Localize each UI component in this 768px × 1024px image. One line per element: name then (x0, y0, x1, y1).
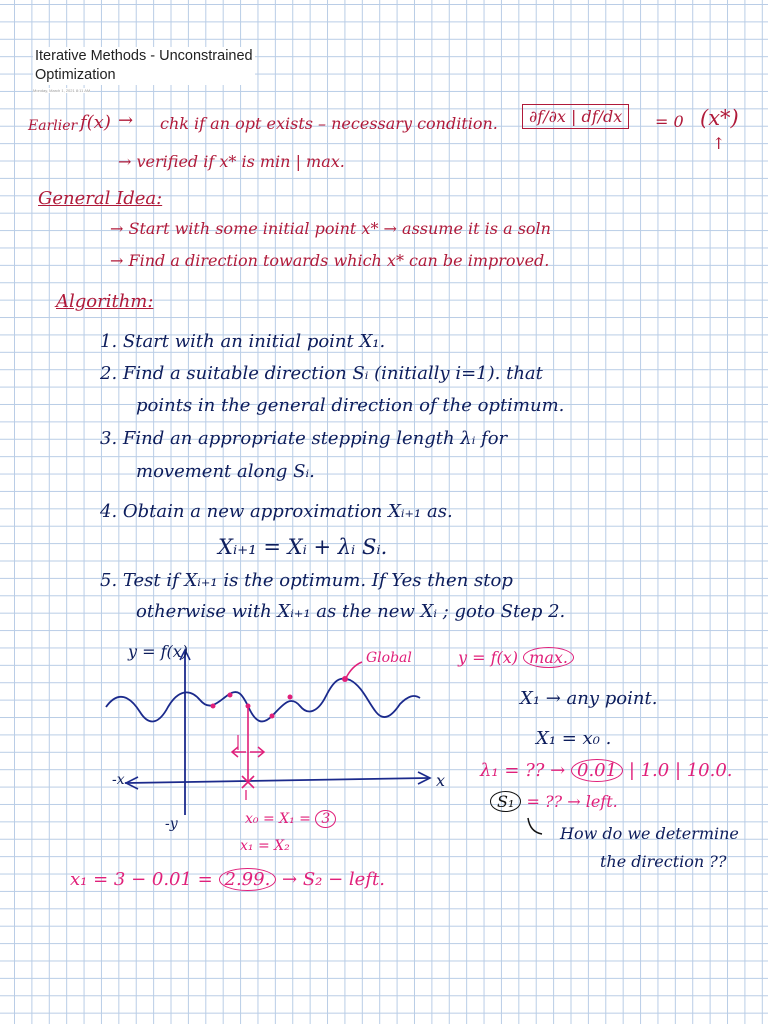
total-derivative: df/dx (581, 107, 623, 126)
sketch-x0-label (245, 811, 336, 827)
intro-verified: → verified if x* is min | max. (118, 152, 345, 171)
question-line-2: the direction ?? (600, 852, 727, 871)
question-line-1: How do we determine (560, 824, 739, 843)
margin-label: Earlier (28, 118, 78, 134)
sketch-x-axis-label: x (436, 771, 446, 790)
s1-rest: = ?? → left. (526, 792, 618, 811)
intro-arrow: → (118, 110, 134, 131)
calc-result: 2.99. (219, 868, 277, 891)
sketch-neg-y-label: -y (165, 816, 178, 832)
x1-equals-x0: X₁ = x₀ . (536, 728, 612, 749)
sketch-x1-label: x₁ = X₂ (240, 838, 290, 854)
sketch-global-label: Global (366, 650, 412, 666)
algorithm-step-3a: 3. Find an appropriate stepping length λᵢ for (100, 428, 508, 449)
page-title-line-1: Iterative Methods - Unconstrained (35, 48, 253, 64)
up-arrow-icon: ↑ (712, 134, 726, 153)
lambda-prefix: λ₁ = ?? → (480, 760, 566, 781)
calc-line (70, 869, 385, 890)
s1-symbol: S₁ (490, 791, 521, 812)
global-pointer (346, 662, 362, 678)
x1-any-point: X₁ → any point. (520, 688, 658, 709)
calc-suffix: → S₂ − left. (282, 869, 385, 890)
x-star: (x*) (700, 106, 739, 130)
partial-derivative: ∂f/∂x (529, 107, 566, 126)
algorithm-step-5b: otherwise with Xᵢ₊₁ as the new Xᵢ ; goto Step 2. (136, 601, 566, 622)
x0-label-text: x₀ = X₁ = (245, 811, 316, 827)
sketch-y-label: y = f(x) (128, 642, 189, 661)
x-axis (125, 778, 428, 783)
objective-function: y = f(x) (458, 648, 519, 667)
lambda-choice: 0.01 (571, 759, 623, 782)
sketch-neg-x-label: -x (112, 772, 125, 788)
algorithm-step-2a: 2. Find a suitable direction Sᵢ (initially i=1). that (100, 363, 543, 384)
function-curve (106, 679, 420, 722)
timestamp: Monday, March 1, 2021 8:11 AM (33, 88, 91, 93)
update-formula: Xᵢ₊₁ = Xᵢ + λᵢ Sᵢ. (218, 535, 388, 559)
algorithm-step-3b: movement along Sᵢ. (136, 461, 315, 482)
algorithm-step-1: 1. Start with an initial point X₁. (100, 331, 386, 352)
general-idea-line-2: → Find a direction towards which x* can be improved. (110, 251, 550, 270)
algorithm-step-4: 4. Obtain a new approximation Xᵢ₊₁ as. (100, 501, 453, 522)
page-title-line-2: Optimization (35, 67, 116, 83)
calc-prefix: x₁ = 3 − 0.01 = (70, 869, 213, 890)
s1-pointer (528, 818, 542, 834)
general-idea-heading: General Idea: (38, 188, 163, 209)
lambda-line (480, 760, 733, 781)
curve-markers (211, 676, 349, 719)
x0-value: 3 (315, 810, 336, 828)
intro-fx: f(x) (80, 112, 111, 133)
s1-line (490, 792, 618, 811)
intro-check: chk if an opt exists – necessary condition. (160, 114, 498, 133)
algorithm-heading: Algorithm: (56, 291, 154, 312)
objective-mode: max. (523, 647, 574, 668)
objective-label (458, 648, 574, 667)
equals-zero: = 0 (655, 112, 684, 131)
algorithm-step-5a: 5. Test if Xᵢ₊₁ is the optimum. If Yes then stop (100, 570, 513, 591)
derivative-box: ∂f/∂x | df/dx (522, 104, 629, 129)
algorithm-step-2b: points in the general direction of the optimum. (136, 395, 565, 416)
general-idea-line-1: → Start with some initial point x* → assume it is a soln (110, 219, 551, 238)
lambda-rest: | 1.0 | 10.0. (628, 760, 733, 781)
